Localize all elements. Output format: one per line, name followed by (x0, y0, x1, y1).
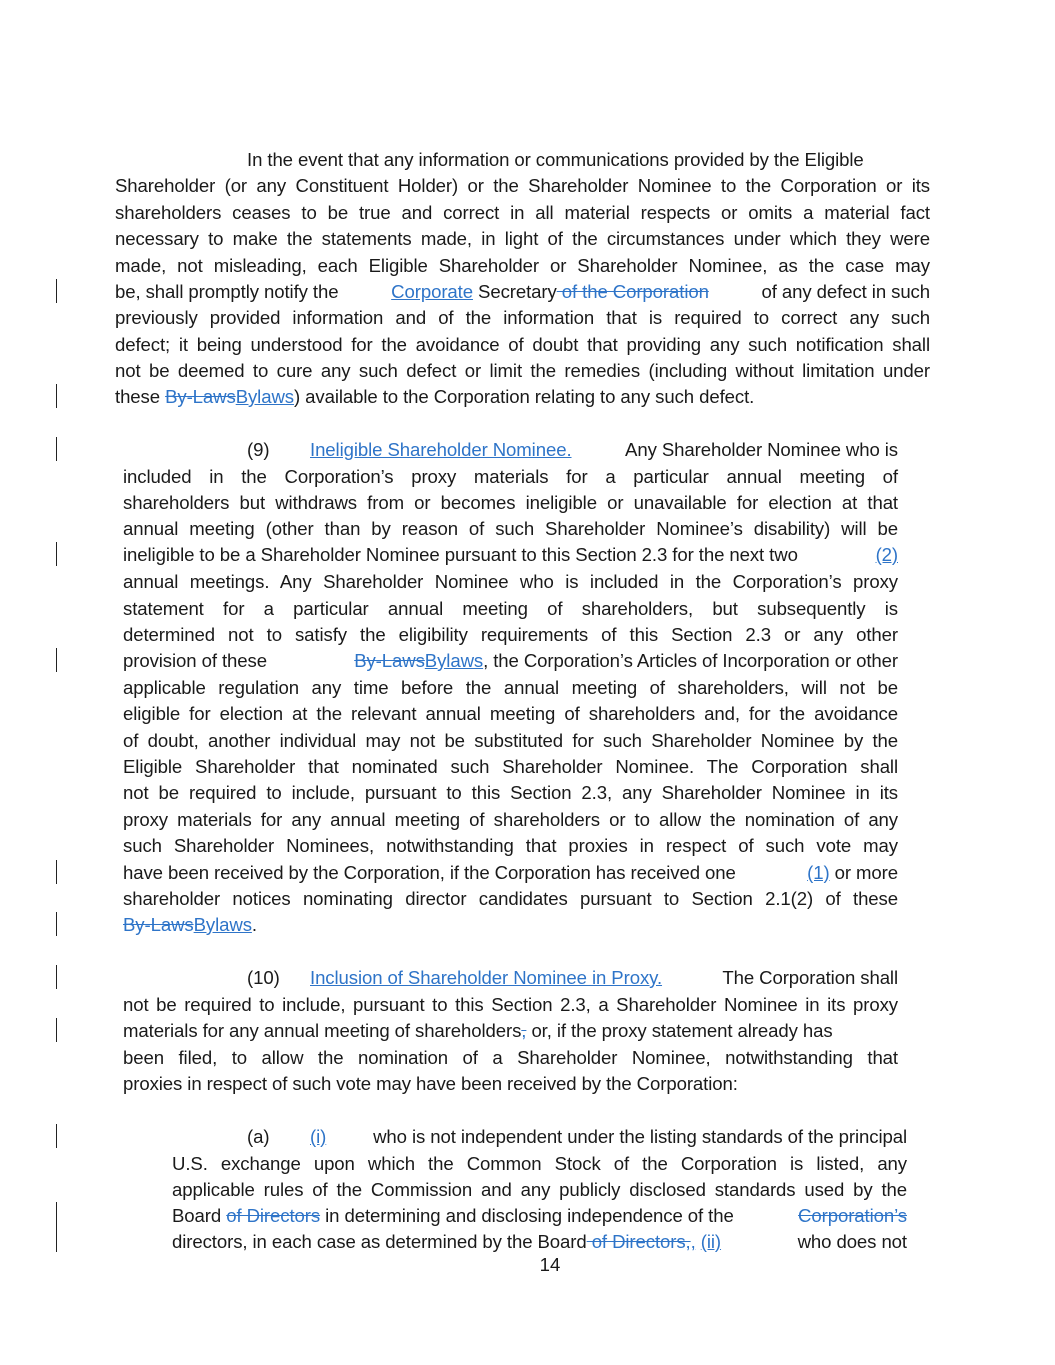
insertion: (1) (807, 862, 830, 883)
text-line: not be deemed to cure any such defect or limit the remedies (including without limitation under (115, 360, 930, 381)
change-bar (56, 437, 57, 461)
insertion: (2) (875, 544, 898, 565)
insertion: Bylaws (424, 650, 484, 671)
insertion: Bylaws (193, 914, 252, 935)
text-line: annual meetings. Any Shareholder Nominee who is included in the Corporation’s proxy (123, 571, 898, 592)
change-bar (56, 965, 57, 989)
text-line: not be required to include, pursuant to this Section 2.3, a Shareholder Nominee in its proxy (123, 994, 898, 1015)
text-line: Board of Directors in determining and disclosing independence of the Corporation’s (172, 1203, 907, 1229)
text-line: applicable rules of the Commission and any publicly disclosed standards used by the (172, 1179, 907, 1200)
section-heading: Inclusion of Shareholder Nominee in Proxy. (310, 967, 663, 988)
deletion: of the Corporation (556, 281, 709, 302)
change-bar (56, 384, 57, 408)
text-line: ineligible to be a Shareholder Nominee pursuant to this Section 2.3 for the next two (2) (123, 542, 898, 568)
insertion: (ii) (700, 1231, 722, 1252)
text-line: shareholders ceases to be true and correct in all material respects or omits a material fact (115, 202, 930, 223)
text-line: (i) who is not independent under the listing standards of the principal (310, 1124, 907, 1150)
change-bar (56, 1018, 57, 1042)
text-line: applicable regulation any time before the annual meeting of shareholders, will not be (123, 677, 898, 698)
item-label: (a) (247, 1126, 270, 1147)
page-number: 14 (539, 1254, 561, 1275)
change-bar (56, 1202, 57, 1252)
text-line: Shareholder (or any Constituent Holder) or the Shareholder Nominee to the Corporation or its (115, 175, 930, 196)
section-number: (9) (247, 439, 270, 460)
text-line: proxies in respect of such vote may have been received by the Corporation: (123, 1073, 738, 1094)
text-line: shareholder notices nominating director candidates pursuant to Section 2.1(2) of these (123, 888, 898, 909)
section-number: (10) (247, 967, 280, 988)
text-line: have been received by the Corporation, if the Corporation has received one (1) or more (123, 862, 898, 883)
change-bar (56, 1124, 57, 1148)
text-line: In the event that any information or communications provided by the Eligible (247, 149, 864, 170)
section-heading: Ineligible Shareholder Nominee. (310, 439, 572, 460)
text-line: not be required to include, pursuant to this Section 2.3, any Shareholder Nominee in its (123, 782, 898, 803)
text-line: statement for a particular annual meeting of shareholders, but subsequently is (123, 598, 898, 619)
text-line: of doubt, another individual may not be substituted for such Shareholder Nominee by the (123, 730, 898, 751)
deletion: By-Laws (123, 914, 194, 935)
change-bar (56, 860, 57, 884)
text-line: provision of these By-LawsBylaws, the Corporation’s Articles of Incorporation or other (123, 650, 898, 671)
change-bar (56, 542, 57, 566)
text-line: Ineligible Shareholder Nominee. Any Shareholder Nominee who is (310, 437, 898, 463)
deletion: of Directors, (586, 1231, 691, 1252)
insertion: Corporate (391, 281, 473, 302)
change-bar (56, 912, 57, 936)
text-line: U.S. exchange upon which the Common Stock of the Corporation is listed, any (172, 1153, 907, 1174)
insertion: Bylaws (235, 386, 294, 407)
text-line: defect; it being understood for the avoidance of doubt that providing any such notification shall (115, 334, 930, 355)
text-line: made, not misleading, each Eligible Shareholder or Shareholder Nominee, as the case may (115, 255, 930, 276)
text-line: shareholders but withdraws from or becomes ineligible or unavailable for election at that (123, 492, 898, 513)
text-line: determined not to satisfy the eligibility requirements of this Section 2.3 or any other (123, 624, 898, 645)
text-line: be, shall promptly notify the Corporate Secretary of the Corporation of any defect in such (115, 281, 930, 302)
text-line: necessary to make the statements made, in light of the circumstances under which they were (115, 228, 930, 249)
text-line: been filed, to allow the nomination of a Shareholder Nominee, notwithstanding that (123, 1047, 898, 1068)
insertion: , (690, 1231, 696, 1252)
text-line: Eligible Shareholder that nominated such Shareholder Nominee. The Corporation shall (123, 756, 898, 777)
text-line: included in the Corporation’s proxy materials for a particular annual meeting of (123, 466, 898, 487)
insertion: (i) (310, 1126, 327, 1147)
text-line: By-LawsBylaws. (123, 914, 257, 935)
deletion: of Directors (226, 1205, 321, 1226)
deletion: , (521, 1020, 527, 1041)
change-bar (56, 279, 57, 303)
text-line: such Shareholder Nominees, notwithstanding that proxies in respect of such vote may (123, 835, 898, 856)
text-line: Inclusion of Shareholder Nominee in Proxy. The Corporation shall (310, 965, 898, 991)
text-line: these By-LawsBylaws) available to the Corporation relating to any such defect. (115, 386, 755, 407)
text-line: previously provided information and of the information that is required to correct any such (115, 307, 930, 328)
deletion: By-Laws (354, 650, 425, 671)
text-line: annual meeting (other than by reason of such Shareholder Nominee’s disability) will be (123, 518, 898, 539)
change-bar (56, 648, 57, 672)
text-line: eligible for election at the relevant annual meeting of shareholders and, for the avoidance (123, 703, 898, 724)
text-line: materials for any annual meeting of shareholders, or, if the proxy statement already has (123, 1020, 833, 1041)
text-line: directors, in each case as determined by the Board of Directors,, (ii) who does not (172, 1231, 907, 1252)
deletion: Corporation’s (798, 1205, 907, 1226)
deletion: By-Laws (165, 386, 236, 407)
text-line: proxy materials for any annual meeting of shareholders or to allow the nomination of any (123, 809, 898, 830)
